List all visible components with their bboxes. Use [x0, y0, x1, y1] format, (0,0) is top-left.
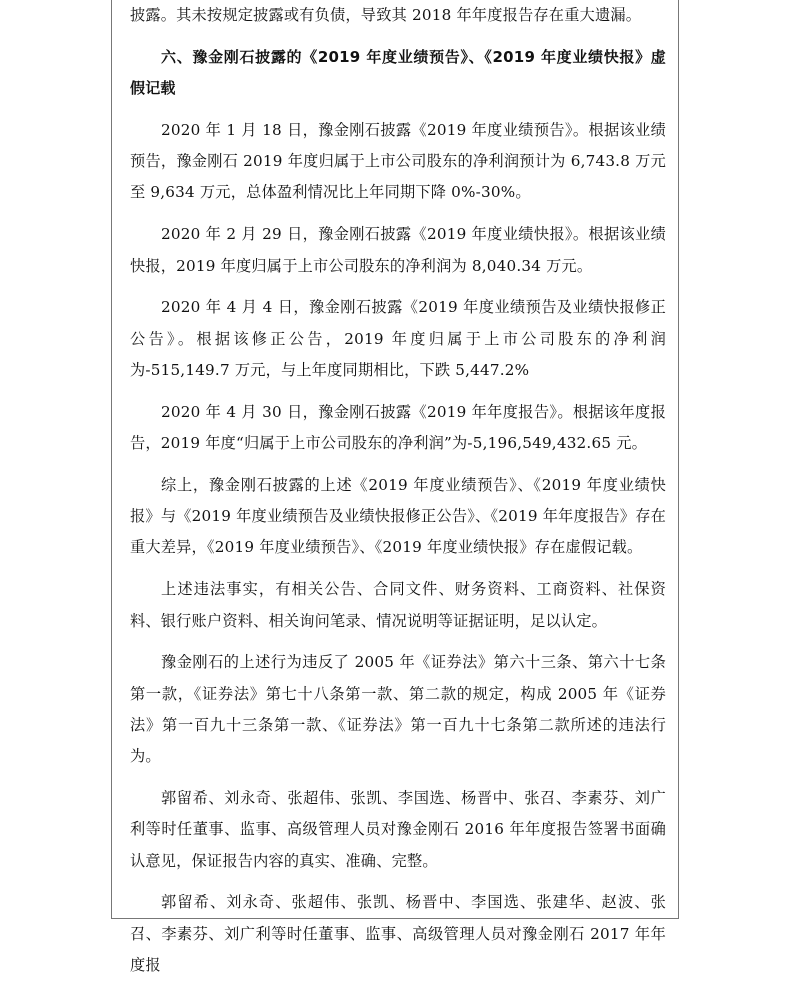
document-body — [130, 0, 666, 981]
paragraph-earnings-forecast: 2020 年 1 月 18 日，豫金刚石披露《2019 年度业绩预告》。根据该业绩预告，豫金刚石 2019 年度归属于上市公司股东的净利润预计为 6,743.8 万元至 9,634 万元，总体盈利情况比上年同期下降 0%-30%。 — [130, 120, 666, 202]
paragraph-correction-notice: 2020 年 4 月 4 日，豫金刚石披露《2019 年度业绩预告及业绩快报修正公告》。根据该修正公告，2019 年度归属于上市公司股东的净利润为-515,149.7 万元，与上年度同期相比，下跌 5,447.2% — [130, 298, 666, 379]
paragraph-2017-signatories: 郭留希、刘永奇、张超伟、张凯、杨晋中、李国选、张建华、赵波、张召、李素芬、刘广利等时任董事、监事、高级管理人员对豫金刚石 2017 年年度报 — [130, 893, 666, 975]
paragraph-summary: 综上，豫金刚石披露的上述《2019 年度业绩预告》、《2019 年度业绩快报》与《2019 年度业绩预告及业绩快报修正公告》、《2019 年年度报告》存在重大差异，《2019 年度业绩预告》、《2019 年度业绩快报》存在虚假记载。 — [130, 475, 666, 557]
paragraph-violation: 豫金刚石的上述行为违反了 2005 年《证券法》第六十三条、第六十七条第一款，《证券法》第七十八条第一款、第二款的规定，构成 2005 年《证券法》第一百九十三条第一款、《证券法》第一百九十七条第二款所述的违法行为。 — [130, 653, 666, 766]
paragraph-earnings-flash-report: 2020 年 2 月 29 日，豫金刚石披露《2019 年度业绩快报》。根据该业绩快报，2019 年度归属于上市公司股东的净利润为 8,040.34 万元。 — [130, 225, 666, 275]
paragraph-continuation: 披露。其未按规定披露或有负债，导致其 2018 年年度报告存在重大遗漏。 — [130, 6, 642, 24]
paragraph-2016-signatories: 郭留希、刘永奇、张超伟、张凯、李国选、杨晋中、张召、李素芬、刘广利等时任董事、监事、高级管理人员对豫金刚石 2016 年年度报告签署书面确认意见，保证报告内容的真实、准确、完整。 — [130, 789, 666, 870]
section-heading-6: 六、豫金刚石披露的《2019 年度业绩预告》、《2019 年度业绩快报》虚假记载 — [130, 47, 666, 98]
paragraph-annual-report: 2020 年 4 月 30 日，豫金刚石披露《2019 年年度报告》。根据该年度报告，2019 年度“归属于上市公司股东的净利润”为-5,196,549,432.65 元。 — [130, 402, 666, 453]
paragraph-evidence: 上述违法事实，有相关公告、合同文件、财务资料、工商资料、社保资料、银行账户资料、相关询问笔录、情况说明等证据证明，足以认定。 — [130, 580, 666, 630]
